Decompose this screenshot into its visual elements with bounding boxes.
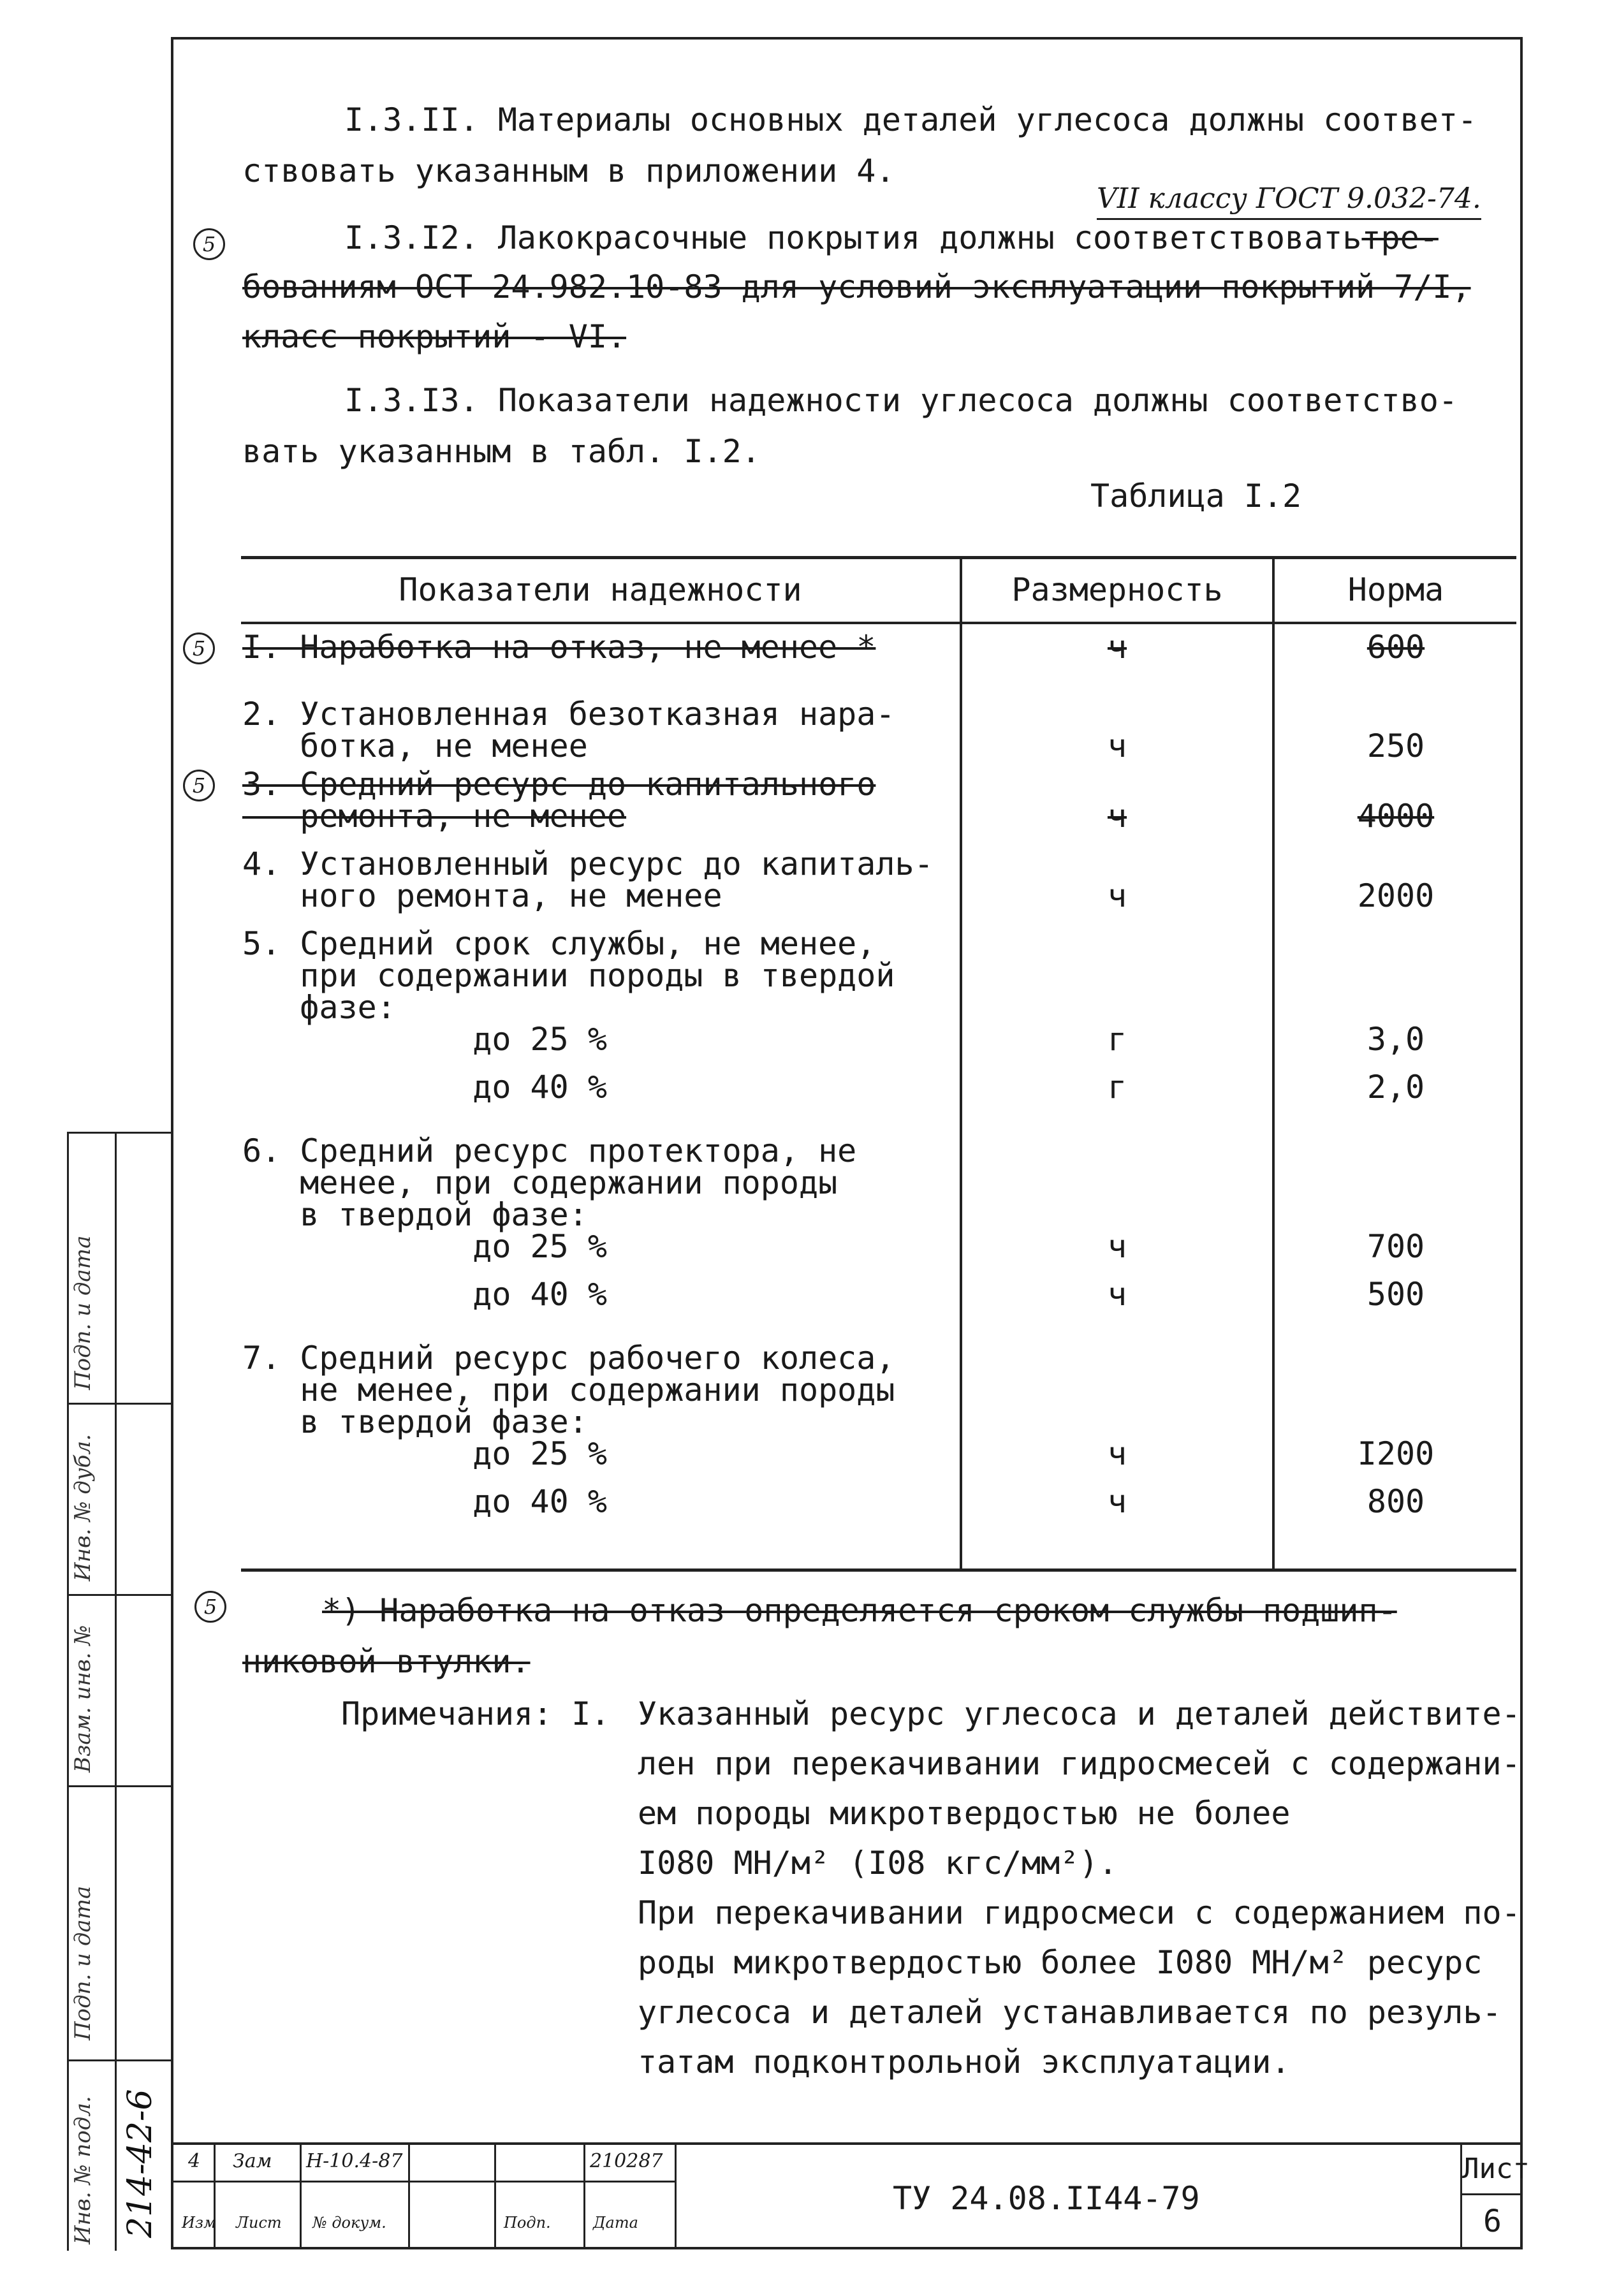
row-unit: ч — [1107, 1435, 1127, 1472]
row-norm: 250 — [1366, 728, 1425, 764]
row-norm: 3,0 — [1366, 1021, 1425, 1058]
row-indicator-text: 4. Установленный ресурс до капиталь- — [242, 845, 934, 882]
label-doc: № докум. — [312, 2214, 386, 2232]
sheet-number: 6 — [1483, 2204, 1502, 2239]
row-indicator-text: фазе: — [242, 989, 396, 1026]
notes-line-7: углесоса и деталей устанавливается по резуль- — [638, 1994, 1502, 2031]
row-indicator-text: до 40 % — [242, 1276, 607, 1313]
row-norm: 700 — [1366, 1228, 1425, 1265]
revision-mark-row: 5 — [183, 632, 215, 664]
table-caption: Таблица I.2 — [1090, 478, 1302, 515]
row-indicator-text: 5. Средний срок службы, не менее, — [242, 925, 876, 962]
para-2-line-3-struck: класс покрытий - VI. — [242, 318, 627, 355]
row-unit: г — [1107, 1021, 1127, 1058]
row-indicator-text: ботка, не менее — [242, 728, 588, 764]
side-label-podp2: Подп. и дата — [70, 1885, 96, 2040]
row-norm: 500 — [1366, 1276, 1425, 1313]
row-indicator-text: в твердой фазе: — [242, 1403, 588, 1440]
notes-line-4: I080 МН/м² (I08 кгс/мм²). — [638, 1845, 1118, 1882]
row-indicator-text: при содержании породы в твердой — [242, 957, 895, 994]
sheet-label: Лист — [1462, 2153, 1530, 2185]
row-indicator-text: менее, при содержании породы — [242, 1164, 838, 1201]
handwritten-insert: VII классу ГОСТ 9.032-74. — [1097, 180, 1481, 220]
notes-line-8: татам подконтрольной эксплуатации. — [638, 2044, 1291, 2080]
revision-mark-row: 5 — [183, 770, 215, 801]
row-unit: г — [1107, 1069, 1127, 1106]
side-label-inv-podl: Инв. № подл. — [70, 2096, 96, 2244]
header-unit: Размерность — [1011, 571, 1223, 608]
para-2-line-1: I.3.I2. Лакокрасочные покрытия должны соответствоватьтре- — [344, 219, 1439, 256]
revision-mark: 5 — [193, 228, 225, 260]
row-indicator-text: ремонта, не менее — [242, 798, 627, 835]
row-norm: 2000 — [1357, 877, 1435, 914]
notes-line-5: При перекачивании гидросмеси с содержанием по- — [638, 1894, 1521, 1931]
row-indicator-text: до 40 % — [242, 1069, 607, 1106]
row-indicator-text: до 25 % — [242, 1228, 607, 1265]
row-norm: 2,0 — [1366, 1069, 1425, 1106]
row-indicator-text: 6. Средний ресурс протектора, не — [242, 1132, 857, 1169]
row-norm: 4000 — [1357, 798, 1435, 835]
rev-date: 210287 — [590, 2150, 663, 2172]
side-inv-number: 214-42-6 — [121, 2089, 159, 2238]
revision-mark-footnote: 5 — [194, 1591, 226, 1623]
row-unit: ч — [1107, 798, 1127, 835]
row-indicator-text: не менее, при содержании породы — [242, 1371, 895, 1408]
header-indicator: Показатели надежности — [399, 571, 802, 608]
row-unit: ч — [1107, 728, 1127, 764]
side-label-inv-dubl: Инв. № дубл. — [70, 1434, 96, 1581]
para-2-line-2-struck: бованиям ОСТ 24.982.10-83 для условий эксплуатации покрытий 7/I, — [242, 268, 1471, 305]
notes-line-2: лен при перекачивании гидросмесей с содержани- — [638, 1745, 1521, 1782]
row-indicator-text: до 25 % — [242, 1021, 607, 1058]
row-unit: ч — [1107, 877, 1127, 914]
label-data: Дата — [593, 2214, 638, 2232]
row-indicator-text: до 40 % — [242, 1483, 607, 1520]
row-unit: ч — [1107, 629, 1127, 666]
para-3-line-1: I.3.I3. Показатели надежности углесоса должны соответство- — [344, 382, 1458, 419]
row-norm: 800 — [1366, 1483, 1425, 1520]
row-indicator-text: 3. Средний ресурс до капитального — [242, 766, 876, 803]
label-izm: Изм — [182, 2214, 216, 2232]
notes-line-3: ем породы микротвердостью не более — [638, 1795, 1291, 1832]
rev-change-no: 4 — [188, 2150, 201, 2172]
side-label-podp1: Подп. и дата — [70, 1235, 96, 1390]
header-norm: Норма — [1347, 571, 1444, 608]
footnote-line-2: никовой втулки. — [242, 1643, 531, 1680]
rev-doc-no: Н-10.4-87 — [306, 2150, 403, 2172]
para-1-line-2: ствовать указанным в приложении 4. — [242, 152, 895, 189]
para-1-line-1: I.3.II. Материалы основных деталей углесоса должны соответ- — [344, 101, 1477, 138]
row-indicator-text: ного ремонта, не менее — [242, 877, 722, 914]
row-unit: ч — [1107, 1276, 1127, 1313]
row-indicator-text: 2. Установленная безотказная нара- — [242, 696, 895, 733]
row-norm: 600 — [1366, 629, 1425, 666]
para-3-line-2: вать указанным в табл. I.2. — [242, 433, 761, 470]
row-unit: ч — [1107, 1228, 1127, 1265]
label-list: Лист — [236, 2214, 282, 2232]
notes-line-6: роды микротвердостью более I080 МН/м² ресурс — [638, 1944, 1483, 1981]
row-indicator-text: 7. Средний ресурс рабочего колеса, — [242, 1340, 895, 1377]
row-indicator-text: I. Наработка на отказ, не менее * — [242, 629, 876, 666]
rev-sheet: Зам — [233, 2150, 272, 2172]
row-indicator-text: до 25 % — [242, 1435, 607, 1472]
footnote-line-1: *) Наработка на отказ определяется сроком службы подшип- — [322, 1592, 1397, 1629]
row-unit: ч — [1107, 1483, 1127, 1520]
label-podp: Подп. — [504, 2214, 551, 2232]
document-code: ТУ 24.08.II44-79 — [893, 2180, 1200, 2217]
side-label-vzam: Взам. инв. № — [70, 1625, 96, 1773]
notes-label: Примечания: I. — [341, 1695, 610, 1732]
row-norm: I200 — [1357, 1435, 1435, 1472]
notes-line-1: Указанный ресурс углесоса и деталей действите- — [638, 1695, 1521, 1732]
row-indicator-text: в твердой фазе: — [242, 1196, 588, 1233]
